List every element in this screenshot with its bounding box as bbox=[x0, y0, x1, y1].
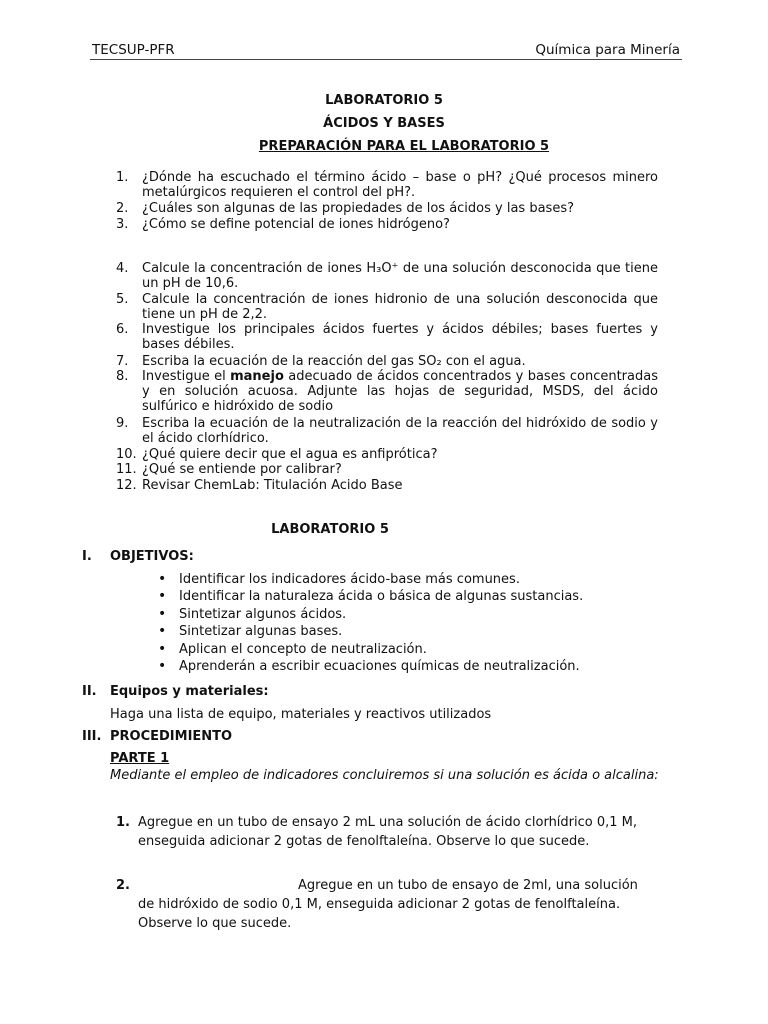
section-roman: I. bbox=[82, 549, 92, 564]
procedure-step-1 bbox=[116, 813, 666, 851]
list-item: • Sintetizar algunas bases. bbox=[158, 623, 583, 640]
question-12 bbox=[116, 478, 658, 493]
question-text: ¿Cómo se define potencial de iones hidrógeno? bbox=[142, 217, 450, 232]
page-header bbox=[90, 42, 682, 60]
question-text: Revisar ChemLab: Titulación Acido Base bbox=[142, 478, 403, 493]
question-2 bbox=[116, 201, 658, 216]
question-number: 12. bbox=[116, 478, 137, 493]
step-number: 2. bbox=[116, 878, 130, 893]
section-procedimiento bbox=[82, 729, 682, 744]
section-heading: Equipos y materiales: bbox=[110, 684, 269, 699]
step-number: 1. bbox=[116, 815, 130, 830]
question-text: ¿Dónde ha escuchado el término ácido – base o pH? ¿Qué procesos minero metalúrgicos requieren el control del pH?. bbox=[142, 170, 658, 200]
list-item: • Identificar la naturaleza ácida o básica de algunas sustancias. bbox=[158, 588, 583, 605]
header-left: TECSUP-PFR bbox=[92, 42, 175, 58]
step-text: Agregue en un tubo de ensayo 2 mL una solución de ácido clorhídrico 0,1 M, enseguida adicionar 2 gotas de fenolftaleína. Observe lo que sucede. bbox=[138, 815, 638, 849]
question-10 bbox=[116, 447, 658, 462]
section-equipos bbox=[82, 684, 682, 699]
header-right: Química para Minería bbox=[535, 42, 680, 58]
question-text: ¿Cuáles son algunas de las propiedades de los ácidos y las bases? bbox=[142, 201, 575, 216]
question-text: Escriba la ecuación de la neutralización de la reacción del hidróxido de sodio y el ácido clorhídrico. bbox=[142, 416, 658, 446]
title-preparacion: PREPARACIÓN PARA EL LABORATORIO 5 bbox=[258, 139, 550, 154]
equip-text: Haga una lista de equipo, materiales y reactivos utilizados bbox=[110, 707, 492, 722]
question-text bbox=[142, 369, 658, 414]
question-7 bbox=[116, 354, 658, 369]
question-text: Escriba la ecuación de la reacción del gas SO₂ con el agua. bbox=[142, 354, 526, 369]
section-heading: PROCEDIMIENTO bbox=[110, 729, 233, 744]
objectives-list bbox=[158, 571, 583, 675]
question-number: 6. bbox=[116, 322, 129, 337]
title-laboratorio: LABORATORIO 5 bbox=[325, 93, 443, 108]
question-text-pre: Investigue el bbox=[142, 369, 231, 384]
procedure-step-2 bbox=[116, 876, 666, 933]
question-text: ¿Qué quiere decir que el agua es anfiprótica? bbox=[142, 447, 438, 462]
question-text: Calcule la concentración de iones H₃O⁺ de una solución desconocida que tiene un pH de 10,6. bbox=[142, 261, 658, 291]
question-4 bbox=[116, 261, 658, 291]
question-number: 4. bbox=[116, 261, 129, 276]
question-text: Investigue los principales ácidos fuertes y ácidos débiles; bases fuertes y bases débiles. bbox=[142, 322, 658, 352]
question-text: ¿Qué se entiende por calibrar? bbox=[142, 462, 342, 477]
section-heading: OBJETIVOS: bbox=[110, 549, 194, 564]
list-item: • Identificar los indicadores ácido-base más comunes. bbox=[158, 571, 583, 588]
question-3 bbox=[116, 217, 658, 232]
question-number: 1. bbox=[116, 170, 129, 185]
question-number: 2. bbox=[116, 201, 129, 216]
question-5 bbox=[116, 292, 658, 322]
question-number: 5. bbox=[116, 292, 129, 307]
question-8 bbox=[116, 369, 658, 414]
question-11 bbox=[116, 462, 658, 477]
question-6 bbox=[116, 322, 658, 352]
lab-title: LABORATORIO 5 bbox=[271, 522, 389, 537]
question-text-bold: manejo bbox=[230, 369, 284, 384]
part1-intro: Mediante el empleo de indicadores concluiremos si una solución es ácida o alcalina: bbox=[110, 768, 659, 783]
title-acidos-bases: ÁCIDOS Y BASES bbox=[323, 116, 445, 131]
question-number: 7. bbox=[116, 354, 129, 369]
question-number: 8. bbox=[116, 369, 129, 384]
question-1 bbox=[116, 170, 658, 200]
section-roman: II. bbox=[82, 684, 97, 699]
section-roman: III. bbox=[82, 729, 102, 744]
question-number: 9. bbox=[116, 416, 129, 431]
question-text: Calcule la concentración de iones hidronio de una solución desconocida que tiene un pH de 2,2. bbox=[142, 292, 658, 322]
part1-title: PARTE 1 bbox=[110, 751, 170, 766]
step-text: Agregue en un tubo de ensayo de 2ml, una solución de hidróxido de sodio 0,1 M, enseguida adicionar 2 gotas de fenolftaleína. Observe lo que sucede. bbox=[138, 878, 638, 931]
list-item: • Aplican el concepto de neutralización. bbox=[158, 641, 583, 658]
question-text-post: adecuado de ácidos concentrados y bases concentradas y en solución acuosa. Adjunte las hojas de seguridad, MSDS, del ácido sulfúrico e hidróxido de sodio bbox=[142, 369, 658, 414]
question-number: 11. bbox=[116, 462, 137, 477]
question-9 bbox=[116, 416, 658, 446]
list-item: • Aprenderán a escribir ecuaciones químicas de neutralización. bbox=[158, 658, 583, 675]
list-item: • Sintetizar algunos ácidos. bbox=[158, 606, 583, 623]
question-number: 10. bbox=[116, 447, 137, 462]
section-objetivos bbox=[82, 549, 682, 564]
question-number: 3. bbox=[116, 217, 129, 232]
